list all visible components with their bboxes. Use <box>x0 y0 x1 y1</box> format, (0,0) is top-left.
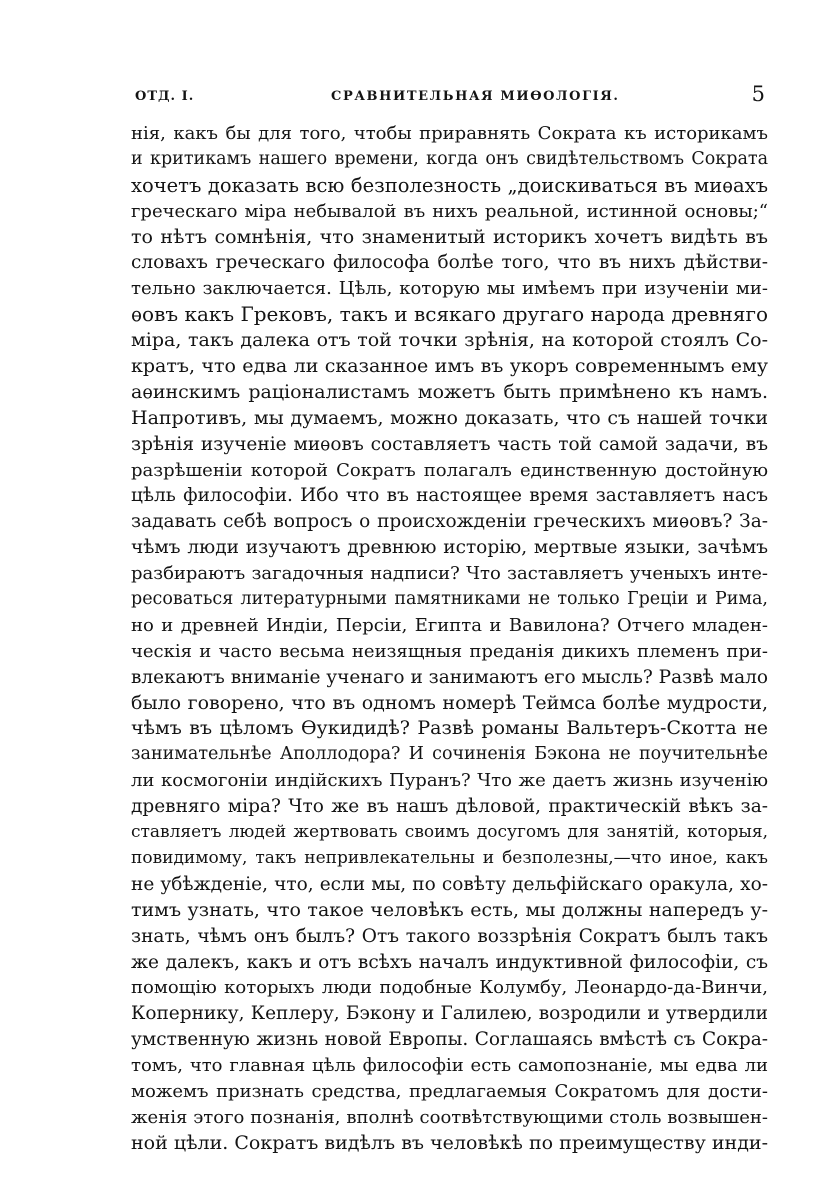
text-line: міра, такъ далека отъ той точки зрѣнія, на которой стоялъ Со- <box>131 329 768 352</box>
text-line: чѣмъ люди изучаютъ древнюю исторію, мертвые языки, зачѣмъ <box>131 537 768 559</box>
text-line: повидимому, такъ непривлекательны и безполезны,—что иное, какъ <box>131 847 768 868</box>
text-line: тельно заключается. Цѣль, которую мы имѣемъ при изученіи ми- <box>131 278 768 300</box>
text-line: влекаютъ вниманіе ученаго и занимаютъ его мысль? Развѣ мало <box>131 666 768 688</box>
text-line: ресоваться литературными памятниками не только Греціи и Рима, <box>131 589 768 610</box>
text-line: чѣмъ въ цѣломъ Ѳукидидѣ? Развѣ романы Вальтеръ-Скотта не <box>131 717 768 740</box>
text-line: ставляетъ людей жертвовать своимъ досугомъ для занятій, которыя, <box>131 822 768 843</box>
text-line: хочетъ доказать всю безполезность „доискиваться въ миѳахъ <box>131 173 768 197</box>
text-line: разрѣшеніи которой Сократъ полагалъ единственную достойную <box>131 459 768 481</box>
text-line: то нѣтъ сомнѣнія, что знаменитый историкъ хочетъ видѣть въ <box>131 225 768 248</box>
text-line: задавать себѣ вопросъ о происхожденіи греческихъ миѳовъ? За- <box>131 511 768 533</box>
text-line: женія этого познанія, вполнѣ соотвѣтствующими столь возвышен- <box>131 1106 768 1128</box>
body-text <box>131 121 768 1157</box>
text-line: ѳовъ какъ Грековъ, такъ и всякаго другаго народа древняго <box>131 302 768 327</box>
text-line: греческаго міра небывалой въ нихъ реальной, истинной основы;“ <box>131 200 768 222</box>
text-line: зрѣнія изученіе миѳовъ составляетъ часть той самой задачи, въ <box>131 433 768 455</box>
text-line: цѣль философіи. Ибо что въ настоящее время заставляетъ насъ <box>131 485 768 507</box>
text-line: не убѣжденіе, что, если мы, по совѣту дельфійскаго оракула, хо- <box>131 873 768 895</box>
section-label: ОТД. I. <box>135 89 195 104</box>
text-line: Копернику, Кеплеру, Бэкону и Галилею, возродили и утвердили <box>131 1003 768 1025</box>
text-line: разбираютъ загадочныя надписи? Что заставляетъ ученыхъ инте- <box>131 563 768 585</box>
text-line: ческія и часто весьма неизящныя преданія дикихъ племенъ при- <box>131 640 768 662</box>
text-line: можемъ признать средства, предлагаемыя Сократомъ для дости- <box>131 1080 768 1102</box>
running-title: СРАВНИТЕЛЬНАЯ МИӨОЛОГІЯ. <box>331 89 620 104</box>
text-line: ли космогоніи индійскихъ Пуранъ? Что же даетъ жизнь изученію <box>131 770 768 792</box>
running-head <box>135 82 765 112</box>
text-line: же далекъ, какъ и отъ всѣхъ началъ индуктивной философіи, съ <box>131 951 768 973</box>
page-number: 5 <box>751 82 765 106</box>
text-line: но и древней Индіи, Персіи, Египта и Вавилона? Отчего младен- <box>131 614 768 636</box>
text-line: знать, чѣмъ онъ былъ? Отъ такого воззрѣнія Сократъ былъ такъ <box>131 925 768 947</box>
text-line: и критикамъ нашего времени, когда онъ свидѣтельствомъ Сократа <box>131 148 768 169</box>
text-line: кратъ, что едва ли сказанное имъ въ укоръ современнымъ ему <box>131 355 768 378</box>
text-line: томъ, что главная цѣль философіи есть самопознаніе, мы едва ли <box>131 1055 768 1077</box>
text-line: словахъ греческаго философа болѣе того, что въ нихъ дѣйстви- <box>131 252 768 274</box>
text-line: тимъ узнать, что такое человѣкъ есть, мы должны напередъ у- <box>131 898 768 921</box>
text-line: умственную жизнь новой Европы. Соглашаясь вмѣстѣ съ Сокра- <box>131 1029 768 1051</box>
text-line: древняго міра? Что же въ нашъ дѣловой, практическій вѣкъ за- <box>131 796 768 818</box>
text-line: было говорено, что въ одномъ номерѣ Теймса болѣе мудрости, <box>131 691 768 714</box>
text-line: Напротивъ, мы думаемъ, можно доказать, что съ нашей точки <box>131 406 768 429</box>
text-line: аѳинскимъ раціоналистамъ можетъ быть примѣнено къ намъ. <box>131 380 768 403</box>
text-line: нія, какъ бы для того, чтобы приравнять Сократа къ историкамъ <box>131 123 768 144</box>
text-line: помощію которыхъ люди подобные Колумбу, Леонардо-да-Винчи, <box>131 977 768 999</box>
text-line: занимательнѣе Аполлодора? И сочиненія Бэкона не поучительнѣе <box>131 744 768 765</box>
text-line: ной цѣли. Сократъ видѣлъ въ человѣкѣ по преимуществу инди- <box>131 1131 768 1154</box>
